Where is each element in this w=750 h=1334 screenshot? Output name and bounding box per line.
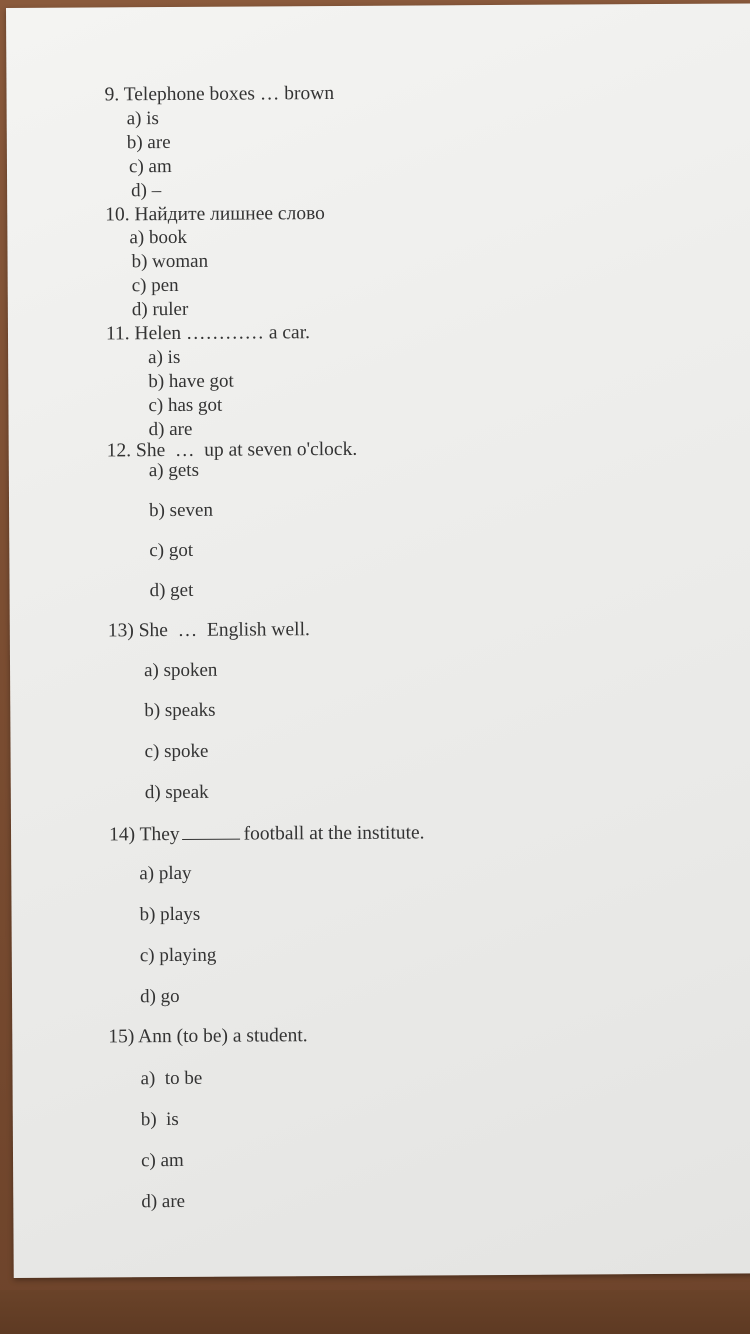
table-surface xyxy=(0,1290,750,1334)
answer-blank-line xyxy=(182,823,240,840)
question-15-option-b: b) is xyxy=(140,1108,179,1131)
question-11-option-c: c) has got xyxy=(148,394,223,417)
question-13-option-a: a) spoken xyxy=(143,659,218,682)
question-15-stem: 15) Ann (to be) a student. xyxy=(108,1025,308,1048)
question-9-option-b: b) are xyxy=(126,131,171,154)
question-9-stem: 9. Telephone boxes … brown xyxy=(104,82,335,106)
question-11-option-a: a) is xyxy=(148,346,181,369)
question-12-stem: 12. She … up at seven o'clock. xyxy=(106,438,358,462)
question-12-option-a: a) gets xyxy=(148,459,200,482)
question-10-stem: 10. Найдите лишнее слово xyxy=(105,203,325,226)
question-14-stem xyxy=(109,821,425,846)
question-11-option-b: b) have got xyxy=(148,370,234,393)
question-13-option-b: b) speaks xyxy=(144,699,216,722)
question-9-option-a: a) is xyxy=(126,108,159,130)
question-15-option-d: d) are xyxy=(141,1190,186,1213)
question-9-option-d: d) – xyxy=(131,180,162,202)
question-11-option-d: d) are xyxy=(148,418,193,441)
question-14-option-d: d) go xyxy=(139,985,180,1008)
question-14-stem-before: 14) They xyxy=(108,823,180,846)
question-13-stem: 13) She … English well. xyxy=(107,619,310,642)
question-15-option-c: c) am xyxy=(140,1149,184,1172)
question-14-option-a: a) play xyxy=(139,862,192,885)
question-14-option-c: c) playing xyxy=(139,944,217,967)
question-12-option-b: b) seven xyxy=(149,499,213,522)
question-10-option-b: b) woman xyxy=(131,250,209,273)
question-12-option-c: c) got xyxy=(149,539,194,562)
question-9-option-c: c) am xyxy=(128,155,172,178)
paper-sheet xyxy=(6,3,750,1278)
question-12-option-d: d) get xyxy=(149,579,194,602)
question-14-stem-after: football at the institute. xyxy=(243,822,425,845)
question-10-option-c: c) pen xyxy=(131,274,179,297)
question-13-option-d: d) speak xyxy=(144,781,209,804)
question-15-option-a: a) to be xyxy=(140,1067,203,1090)
question-11-stem: 11. Helen ………… a car. xyxy=(105,322,311,345)
question-14-option-b: b) plays xyxy=(139,903,201,926)
question-13-option-c: c) spoke xyxy=(144,740,209,763)
question-10-option-d: d) ruler xyxy=(131,298,189,321)
question-10-option-a: a) book xyxy=(129,226,187,249)
